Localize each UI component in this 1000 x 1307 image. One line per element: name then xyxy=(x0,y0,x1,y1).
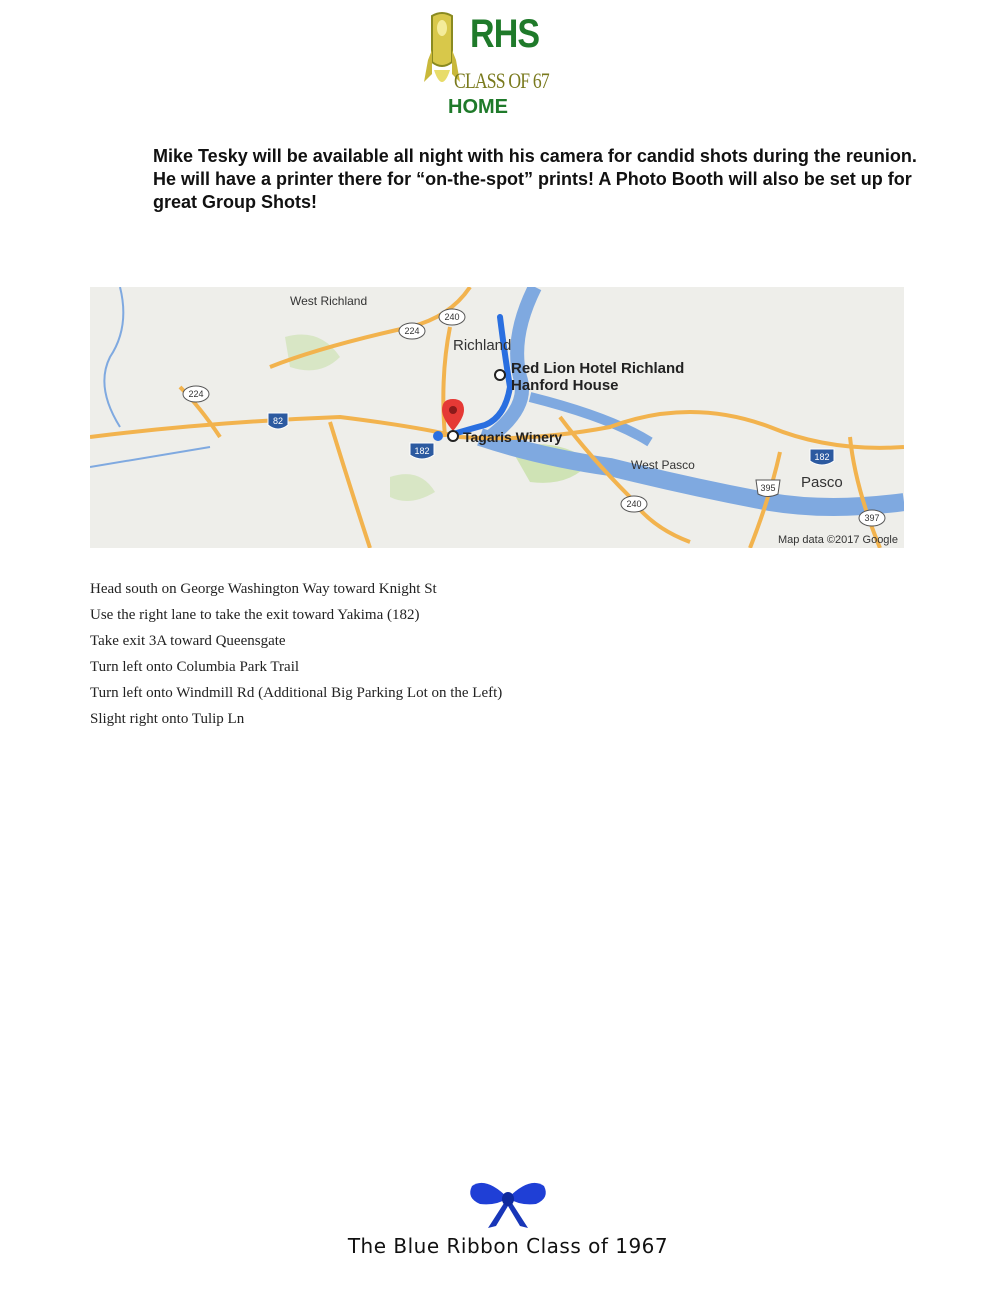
svg-text:395: 395 xyxy=(760,483,776,493)
route-map[interactable] xyxy=(90,287,904,548)
shield-240-b xyxy=(621,496,647,512)
shield-i182-a xyxy=(410,443,434,459)
footer-tagline: The Blue Ribbon Class of 1967 xyxy=(347,1234,669,1258)
direction-step: Take exit 3A toward Queensgate xyxy=(90,633,286,649)
svg-text:224: 224 xyxy=(188,389,204,399)
logo-class-text: CLASS OF 67 xyxy=(454,68,549,93)
svg-text:224: 224 xyxy=(404,326,420,336)
shield-397 xyxy=(859,510,885,526)
shield-224-b xyxy=(183,386,209,402)
label-destination: Tagaris Winery xyxy=(463,429,563,445)
map-canvas xyxy=(90,287,904,548)
label-origin-line1: Red Lion Hotel Richland xyxy=(511,360,685,377)
svg-text:240: 240 xyxy=(626,499,642,509)
label-pasco: Pasco xyxy=(801,474,843,491)
shield-395 xyxy=(756,480,780,497)
blue-ribbon-bow-icon xyxy=(466,1176,550,1230)
svg-text:240: 240 xyxy=(444,312,460,322)
directions-list xyxy=(90,578,502,734)
label-richland: Richland xyxy=(453,337,512,354)
direction-step: Head south on George Washington Way toward Knight St xyxy=(90,581,437,597)
home-link[interactable]: HOME xyxy=(448,96,508,118)
origin-marker xyxy=(495,370,505,380)
svg-text:182: 182 xyxy=(414,446,430,456)
direction-step: Use the right lane to take the exit toward Yakima (182) xyxy=(90,607,420,623)
shield-i82 xyxy=(268,413,288,429)
rhs-logo[interactable] xyxy=(418,10,558,122)
label-west-richland: West Richland xyxy=(290,294,368,308)
direction-step: Slight right onto Tulip Ln xyxy=(90,711,245,727)
label-west-pasco: West Pasco xyxy=(631,458,695,472)
svg-text:182: 182 xyxy=(814,452,830,462)
intro-paragraph: Mike Tesky will be available all night with his camera for candid shots during the reunion. He will have a printer there for “on-the-spot” prints! A Photo Booth will also be set up for great Group Shots! xyxy=(153,146,917,212)
logo-rhs-text: RHS xyxy=(470,12,540,56)
shield-i182-b xyxy=(810,449,834,465)
shield-224-a xyxy=(399,323,425,339)
shield-240-a xyxy=(439,309,465,325)
label-origin-line2: Hanford House xyxy=(511,377,619,394)
direction-step: Turn left onto Columbia Park Trail xyxy=(90,659,300,675)
map-attribution: Map data ©2017 Google xyxy=(777,534,898,546)
direction-step: Turn left onto Windmill Rd (Additional Big Parking Lot on the Left) xyxy=(90,685,503,701)
svg-text:82: 82 xyxy=(272,416,284,426)
svg-text:397: 397 xyxy=(864,513,880,523)
